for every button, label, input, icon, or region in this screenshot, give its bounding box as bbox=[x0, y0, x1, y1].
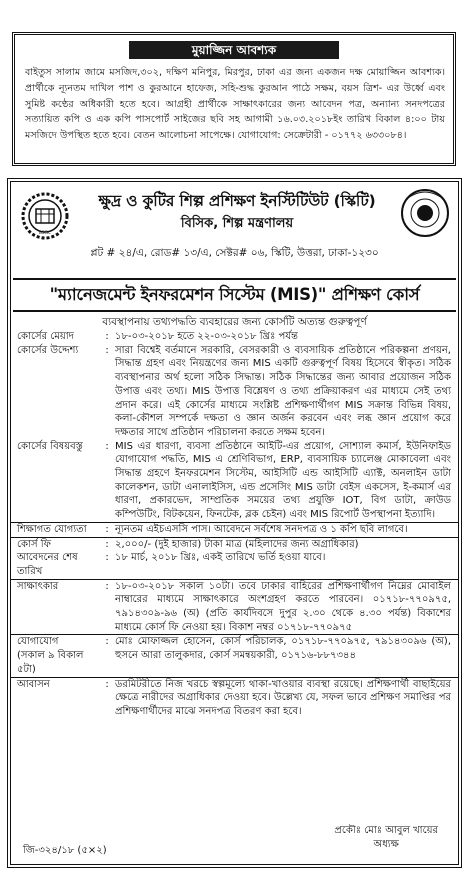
institute-address: প্লট # ২৪/এ, রোড# ১৩/এ, সেক্টর# ০৬, স্কিটি, উত্তরা, ঢাকা-১২৩০ bbox=[90, 247, 379, 259]
detail-label: কোর্স ফি bbox=[11, 537, 99, 551]
detail-label: যোগাযোগ (সকাল ৯ বিকাল ৫টা) bbox=[11, 635, 99, 677]
detail-colon: : bbox=[99, 522, 115, 537]
detail-label: আবাসন bbox=[11, 677, 99, 719]
ad-code: জি-৩২৪/১৮ (৫×২) bbox=[23, 845, 107, 856]
detail-row bbox=[11, 522, 458, 537]
signatory-name: প্রকৌঃ মোঃ আবুল খায়ের bbox=[334, 825, 438, 836]
detail-row bbox=[11, 551, 458, 579]
detail-colon: : bbox=[105, 440, 109, 452]
signatory-title: অধ্যক্ষ bbox=[373, 839, 399, 850]
detail-value: MIS এর ধারণা, ব্যবসা প্রতিষ্ঠানে আইটি-এর প্রয়োগ, সোশ্যাল কমার্স, ইউনিফাইড যোগাযোগ পদ্ধতি, MIS এ শ্রেণিবিভাগ, ERP, ব্যবসায়িক চ্যালেঞ্জ মোকাবেলা এবং সিদ্ধান্ত গ্রহণে ইনফরমেশন সিস্টেম, আইসিটি এন্ড আইসিটি এ্যাক্ট, অনলাইন ডাটা কালেকশন, ডাটা এনালাইসিস, এন্ড প্রসেসিং MIS ডাটা বেইস একসেস, ই-কমার্স এর ধারণা, প্রকারভেদ, সাম্প্রতিক সময়ের তথ্য প্রযুক্তি IOT, বিগ ডাটা, ক্রাউড কম্পিউটিং, বিটকয়েন, ফিনটেক, ব্লক চেইন) এবং MIS রিপোর্ট উপস্থাপনা ইত্যাদি। bbox=[115, 440, 451, 521]
detail-colon: : bbox=[105, 331, 109, 342]
muazzin-body-text: বাইতুস সালাম জামে মসজিদ,৩০২, দক্ষিণ মনিপুর, মিরপুর, ঢাকা এর জন্য একজন দক্ষ মোয়াজ্জিন আবশ্যক। প্রার্থীকে ন্যূনতম দাখিল পাশ ও কুরআনে হাফেজ, সহি-শুদ্ধ কুরআন পাঠে সক্ষম, বয়স ত্রিশ- এর উর্ধ্বে এবং সুমিষ্ট কণ্ঠের অধিকারী হতে হবে। আগ্রহী প্রার্থীকে সাক্ষাৎকারের জন্য আবেদন পত্র, অন্যান্য সনদপত্রের সত্যায়িত কপি ও এক কপি পাসপোর্ট সাইজের ছবি সহ আগামী ১৬.০৩.২০১৮ইং তারিখ বিকাল ৪:০০ টায় মসজিদে উপস্থিত হতে হবে। বেতন আলোচনা সাপেক্ষে। যোগাযোগ: সেক্রেটারী - ০১৭৭২ ৬৩৩০৮৪। bbox=[25, 67, 445, 142]
course-title: "ম্যানেজমেন্ট ইনফরমেশন সিস্টেম (MIS)" প্রশিক্ষণ কোর্স bbox=[13, 278, 456, 312]
detail-value: ২,০০০/- (দুই হাজার) টাকা মাত্র (মহিলাদের জন্য অগ্রাধিকার) bbox=[115, 537, 458, 551]
signatory bbox=[334, 824, 438, 852]
detail-row bbox=[11, 537, 458, 551]
mis-training-advertisement bbox=[7, 178, 462, 868]
detail-row bbox=[11, 440, 458, 523]
course-details-table bbox=[11, 330, 458, 719]
detail-value: ১৮-০৩-২০১৮ হতে ২২-০৩-২০১৮ খ্রিঃ পর্যন্ত bbox=[115, 331, 298, 342]
svg-text:BSCIC: BSCIC bbox=[39, 230, 51, 235]
detail-label: শিক্ষাগত যোগ্যতা bbox=[11, 522, 99, 537]
scitl-logo-icon bbox=[21, 192, 69, 240]
government-seal-icon bbox=[400, 188, 450, 242]
muazzin-heading: মুয়াজ্জিন আবশ্যক bbox=[129, 41, 339, 59]
detail-colon: : bbox=[99, 537, 115, 551]
detail-colon: : bbox=[99, 635, 115, 677]
detail-row bbox=[11, 330, 458, 344]
detail-value: ডরমিটরীতে নিজ খরচে স্বল্পমূল্যে থাকা-খাওয়ার ব্যবস্থা রয়েছে। প্রশিক্ষণার্থী বাছাইয়ের ক্ষেত্রে নারীদের অগ্রাধিকার দেওয়া হবে। উল্লেখ্য যে, সফল ভাবে প্রশিক্ষণ সমাপ্তির পর প্রশিক্ষণার্থীদের মাঝে সনদপত্র বিতরণ করা হবে। bbox=[115, 677, 458, 719]
detail-label: কোর্সের মেয়াদ bbox=[17, 331, 74, 342]
detail-value: সারা বিশ্বেই বর্তমানে সরকারি, বেসরকারী ও ব্যবসায়িক প্রতিষ্ঠানে পরিকল্পনা প্রণয়ন, সিদ্ধান্ত গ্রহণ এবং নিয়ন্ত্রণের জন্য MIS একটি গুরুত্বপূর্ণ বিষয় হিসেবে স্বীকৃত। সঠিক ব্যবস্থাপনার অর্থ হলো সঠিক সিদ্ধান্ত। সঠিক সিদ্ধান্তের জন্য আবার প্রয়োজন সঠিক উপাত্ত এবং তথ্য। MIS উপাত্ত বিশ্লেষণ ও তথ্য প্রক্রিয়াকরণ এর মাধ্যমে সেই তথ্য প্রদান করে। এই কোর্সের মাধ্যমে সংশ্লিষ্ট প্রশিক্ষণার্থীগণ MIS সক্রান্ত বিভিন্ন বিষয়, কলা-কৌশল সম্পর্কে দক্ষতা ও জ্ঞান অর্জন করবেন এবং লব্ধ জ্ঞান প্রয়োগ করে দক্ষতার সাথে প্রতিষ্ঠান পরিচালনা করতে সক্ষম হবেন। bbox=[115, 344, 451, 438]
course-intro: ব্যবস্থাপনায় তথ্যপদ্ধতি ব্যবহারের জন্য কোর্সটি অত্যন্ত গুরুত্বপূর্ণ bbox=[102, 316, 367, 328]
institute-header bbox=[11, 182, 458, 278]
institute-subtitle: বিসিক, শিল্প মন্ত্রণালয় bbox=[180, 216, 294, 231]
detail-row bbox=[11, 635, 458, 677]
institute-name: ক্ষুদ্র ও কুটির শিল্প প্রশিক্ষণ ইনস্টিটিউট (স্কিটি) bbox=[98, 192, 376, 210]
detail-label: সাক্ষাৎকার bbox=[11, 579, 99, 635]
muazzin-advertisement bbox=[12, 32, 456, 166]
detail-value: মোঃ মোফাজ্জল হোসেন, কোর্স পরিচালক, ০১৭১৮-৭৭০৯৭৫, ৭৯১৪৩০৯৬ (অ), হুসনে আরা তালুকদার, কোর্স সমন্বয়কারী, ০১৭১৬-৮৮৭৩৪৪ bbox=[115, 635, 458, 677]
detail-row bbox=[11, 579, 458, 635]
detail-value: ১৮-০৩-২০১৮ সকাল ১০টা। তবে ঢাকার বাহিরের প্রশিক্ষণার্থীগণ নিম্নের মোবাইল নাম্বারের মাধ্যমে সাক্ষাৎকারে অংশগ্রহণ করতে পারবেন। ০১৭১৮-৭৭০৯৭৫, ৭৯১৪৩০৯-৯৬ (অ) (প্রতি কার্যদিবসে দুপুর ২.৩০ থেকে ৪.৩০ পর্যন্ত) বিকাশের মাধ্যমে কোর্স ফি নেওয়া হয়। বিকাশ নম্বর ০১৭১৮-৭৭০৯৭৫ bbox=[115, 579, 458, 635]
detail-label: আবেদনের শেষ তারিখ bbox=[17, 552, 78, 577]
detail-colon: : bbox=[99, 579, 115, 635]
detail-value: ১৮ মার্চ, ২০১৮ খ্রিঃ, একই তারিখে ভর্তি হওয়া যাবে। bbox=[115, 552, 326, 564]
detail-label: কোর্সের উদ্দেশ্য bbox=[17, 344, 79, 356]
detail-colon: : bbox=[105, 552, 109, 564]
detail-colon: : bbox=[99, 677, 115, 719]
detail-label: কোর্সের বিষয়বস্তু bbox=[17, 440, 83, 452]
detail-row bbox=[11, 677, 458, 719]
detail-row bbox=[11, 344, 458, 440]
detail-value: ন্যূনতম এইচএসসি পাস। আবেদনে সর্বশেষ সনদপত্র ও ১ কপি ছবি লাগবে। bbox=[115, 522, 458, 537]
detail-colon: : bbox=[105, 344, 109, 356]
